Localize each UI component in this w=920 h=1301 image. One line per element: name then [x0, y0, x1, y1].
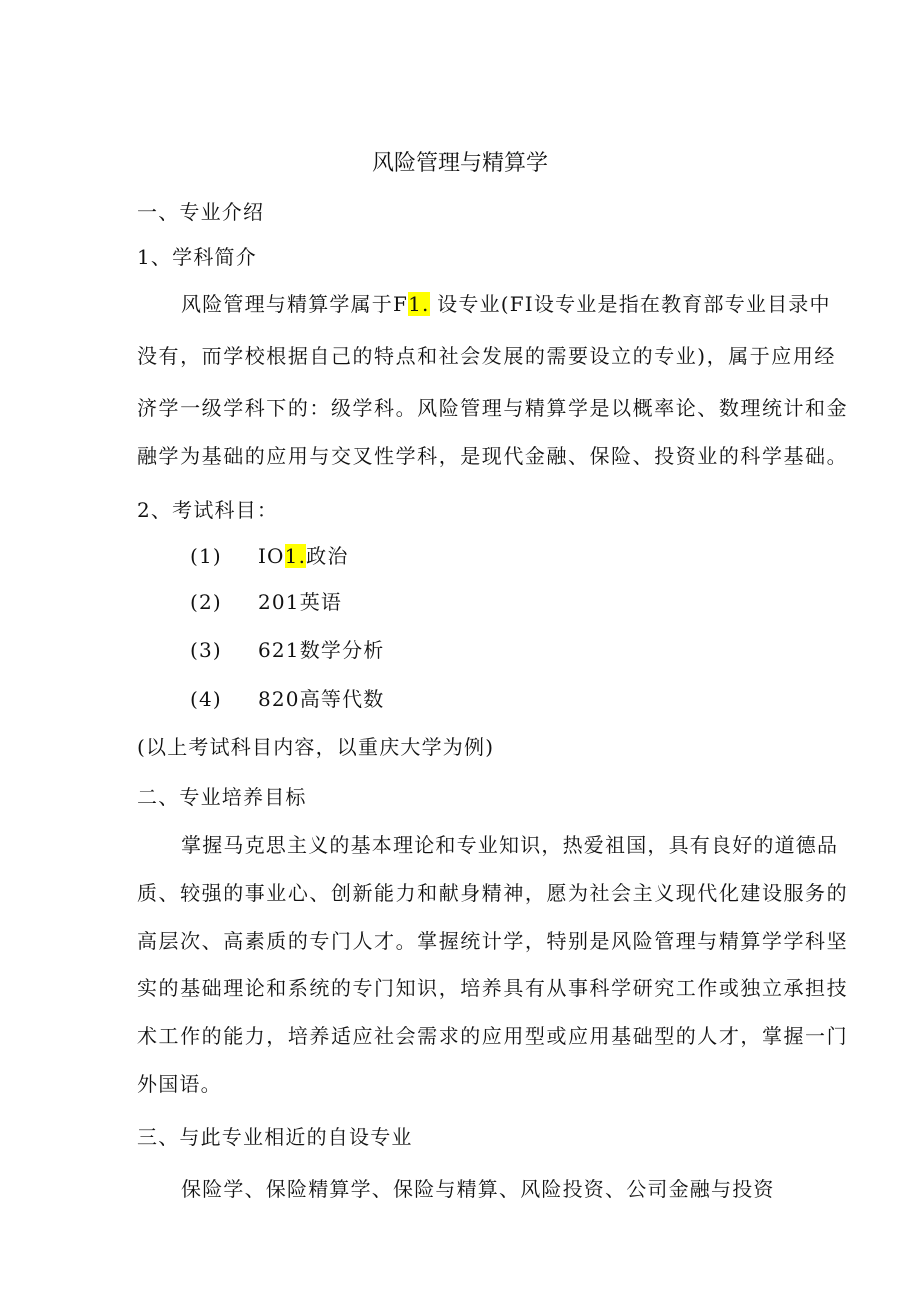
- related-majors: 保险学、保险精算学、保险与精算、风险投资、公司金融与投资: [181, 1177, 775, 1201]
- paragraph-line: [181, 291, 831, 317]
- exam-item: [190, 589, 342, 615]
- paragraph-line: 实的基础理论和系统的专门知识，培养具有从事科学研究工作或独立承担技: [137, 976, 849, 1000]
- item-number: (4): [190, 687, 222, 711]
- paragraph-line: 外国语。: [137, 1072, 222, 1096]
- item-number: (3): [190, 638, 222, 662]
- paragraph-line: 融学为基础的应用与交叉性学科，是现代金融、保险、投资业的科学基础。: [137, 444, 849, 468]
- section-heading-intro: 一、专业介绍: [137, 200, 265, 224]
- exam-item: [190, 686, 385, 712]
- item-number: (1): [190, 544, 222, 568]
- text: 风险管理与精算学属于F: [181, 292, 409, 316]
- paragraph-line: 质、较强的事业心、创新能力和献身精神，愿为社会主义现代化建设服务的: [137, 881, 849, 905]
- paragraph-line: 济学一级学科下的：级学科。风险管理与精算学是以概率论、数理统计和金: [137, 396, 849, 420]
- item-code: IO: [257, 544, 285, 568]
- item-number: (2): [190, 590, 222, 614]
- subheading-subject-intro: 1、学科简介: [137, 245, 257, 269]
- text: 设专业(FI设专业是指在教育部专业目录中: [429, 292, 831, 316]
- item-subject: 621数学分析: [257, 638, 385, 662]
- paragraph-line: 术工作的能力，培养适应社会需求的应用型或应用基础型的人才，掌握一门: [137, 1024, 849, 1048]
- exam-item: [190, 637, 385, 663]
- highlighted-text: 1.: [284, 544, 307, 568]
- document-title: 风险管理与精算学: [371, 151, 548, 176]
- section-heading-related: 三、与此专业相近的自设专业: [137, 1125, 413, 1149]
- subheading-exam-subjects: 2、考试科目：: [137, 498, 279, 522]
- item-subject: 政治: [306, 544, 349, 568]
- section-heading-goals: 二、专业培养目标: [137, 785, 307, 809]
- item-subject: 201英语: [257, 590, 343, 614]
- exam-note: (以上考试科目内容，以重庆大学为例): [137, 735, 495, 759]
- item-subject: 820高等代数: [257, 687, 385, 711]
- paragraph-line: 掌握马克思主义的基本理论和专业知识，热爱祖国，具有良好的道德品: [181, 833, 839, 857]
- paragraph-line: 高层次、高素质的专门人才。掌握统计学，特别是风险管理与精算学学科坚: [137, 929, 849, 953]
- highlighted-text: 1.: [408, 292, 430, 316]
- paragraph-line: 没有，而学校根据自己的特点和社会发展的需要设立的专业)，属于应用经: [137, 344, 836, 368]
- exam-item: [190, 543, 349, 569]
